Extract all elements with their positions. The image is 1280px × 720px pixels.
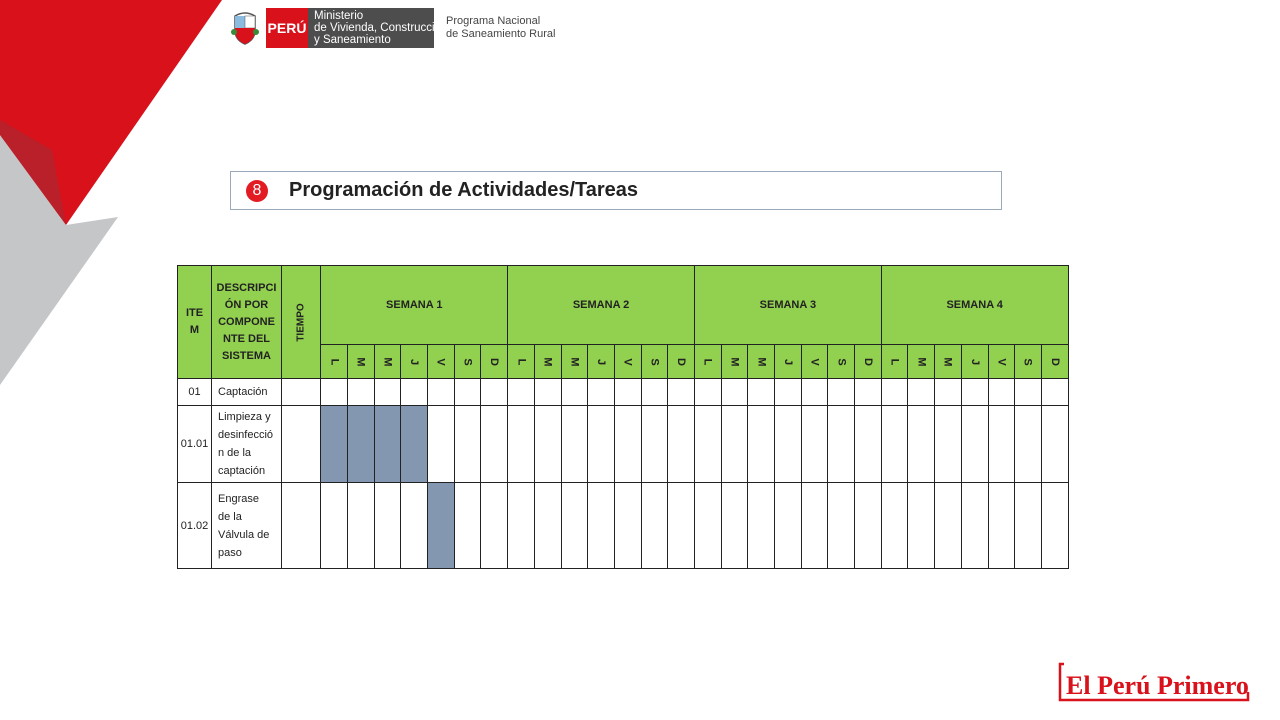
day-header: L: [881, 345, 908, 379]
schedule-cell: [988, 406, 1015, 483]
day-header: M: [748, 345, 775, 379]
schedule-cell: [321, 406, 348, 483]
week-2-header: SEMANA 2: [508, 266, 695, 345]
day-header: V: [428, 345, 455, 379]
item-code: 01: [178, 379, 212, 406]
schedule-cell: [668, 406, 695, 483]
activity-description: Captación: [212, 379, 282, 406]
week-4-header: SEMANA 4: [881, 266, 1068, 345]
day-header: J: [961, 345, 988, 379]
schedule-cell: [881, 379, 908, 406]
schedule-cell: [428, 406, 455, 483]
schedule-cell: [961, 483, 988, 569]
schedule-cell: [935, 483, 962, 569]
day-header: J: [775, 345, 802, 379]
time-cell: [282, 379, 321, 406]
day-header: S: [1015, 345, 1042, 379]
program-name: Programa Nacional de Saneamiento Rural: [446, 15, 556, 40]
schedule-cell: [508, 379, 535, 406]
schedule-cell: [428, 483, 455, 569]
schedule-cell: [321, 483, 348, 569]
schedule-cell: [374, 406, 401, 483]
schedule-cell: [401, 483, 428, 569]
section-title-bar: [230, 171, 1002, 210]
schedule-cell: [561, 483, 588, 569]
schedule-cell: [641, 379, 668, 406]
schedule-cell: [508, 483, 535, 569]
schedule-cell: [935, 406, 962, 483]
time-cell: [282, 483, 321, 569]
day-header: V: [614, 345, 641, 379]
schedule-cell: [454, 483, 481, 569]
schedule-cell: [961, 406, 988, 483]
schedule-cell: [428, 379, 455, 406]
schedule-cell: [988, 483, 1015, 569]
day-header: L: [694, 345, 721, 379]
coat-of-arms-icon: [230, 10, 260, 46]
schedule-cell: [481, 379, 508, 406]
schedule-cell: [668, 379, 695, 406]
ministry-name: Ministerio de Vivienda, Construcción y Saneamiento: [308, 8, 434, 48]
schedule-cell: [588, 379, 615, 406]
schedule-cell: [668, 483, 695, 569]
schedule-cell: [855, 379, 882, 406]
schedule-cell: [908, 379, 935, 406]
time-cell: [282, 406, 321, 483]
week-3-header: SEMANA 3: [694, 266, 881, 345]
schedule-cell: [614, 483, 641, 569]
day-header: M: [374, 345, 401, 379]
footer-logo-text: El Perú Primero: [1066, 671, 1249, 700]
schedule-cell: [828, 483, 855, 569]
item-code: 01.01: [178, 406, 212, 483]
schedule-cell: [828, 406, 855, 483]
schedule-cell: [694, 483, 721, 569]
day-header: L: [321, 345, 348, 379]
day-header: M: [561, 345, 588, 379]
schedule-cell: [694, 379, 721, 406]
header-logos: [230, 8, 555, 48]
day-header: J: [588, 345, 615, 379]
schedule-cell: [534, 483, 561, 569]
schedule-cell: [801, 406, 828, 483]
day-header: D: [855, 345, 882, 379]
day-header: J: [401, 345, 428, 379]
schedule-cell: [748, 406, 775, 483]
schedule-cell: [534, 406, 561, 483]
section-title: Programación de Actividades/Tareas: [289, 179, 639, 201]
schedule-cell: [454, 379, 481, 406]
item-code: 01.02: [178, 483, 212, 569]
schedule-cell: [588, 406, 615, 483]
time-header: TIEMPO: [282, 266, 321, 379]
schedule-cell: [748, 483, 775, 569]
item-header: ITE M: [178, 266, 212, 379]
schedule-cell: [721, 406, 748, 483]
schedule-cell: [348, 483, 375, 569]
schedule-cell: [641, 483, 668, 569]
schedule-cell: [881, 406, 908, 483]
table-row: [178, 406, 1069, 483]
schedule-cell: [1015, 379, 1042, 406]
schedule-cell: [988, 379, 1015, 406]
activity-description: Engrase de la Válvula de paso: [212, 483, 282, 569]
schedule-cell: [588, 483, 615, 569]
schedule-cell: [748, 379, 775, 406]
schedule-cell: [454, 406, 481, 483]
day-header: S: [828, 345, 855, 379]
schedule-cell: [961, 379, 988, 406]
schedule-cell: [855, 406, 882, 483]
schedule-cell: [855, 483, 882, 569]
schedule-cell: [508, 406, 535, 483]
schedule-cell: [1041, 379, 1068, 406]
schedule-cell: [321, 379, 348, 406]
week-1-header: SEMANA 1: [321, 266, 508, 345]
day-header: M: [908, 345, 935, 379]
schedule-cell: [828, 379, 855, 406]
schedule-cell: [614, 406, 641, 483]
schedule-cell: [561, 379, 588, 406]
schedule-cell: [374, 379, 401, 406]
activity-description: Limpieza y desinfecció n de la captación: [212, 406, 282, 483]
day-header: D: [1041, 345, 1068, 379]
el-peru-primero-logo: [1058, 662, 1250, 702]
schedule-cell: [401, 379, 428, 406]
schedule-cell: [775, 483, 802, 569]
schedule-cell: [534, 379, 561, 406]
day-header: M: [534, 345, 561, 379]
schedule-cell: [481, 406, 508, 483]
schedule-cell: [775, 406, 802, 483]
day-header: V: [988, 345, 1015, 379]
section-number-badge: 8: [246, 180, 268, 202]
schedule-cell: [481, 483, 508, 569]
schedule-cell: [908, 406, 935, 483]
day-header: M: [721, 345, 748, 379]
schedule-cell: [935, 379, 962, 406]
schedule-cell: [694, 406, 721, 483]
activity-schedule-table: [177, 265, 1069, 569]
schedule-cell: [908, 483, 935, 569]
schedule-cell: [775, 379, 802, 406]
schedule-cell: [721, 379, 748, 406]
schedule-cell: [1015, 406, 1042, 483]
schedule-cell: [801, 483, 828, 569]
day-header: D: [481, 345, 508, 379]
schedule-cell: [801, 379, 828, 406]
day-header: D: [668, 345, 695, 379]
day-header: S: [454, 345, 481, 379]
day-header: M: [348, 345, 375, 379]
schedule-cell: [348, 406, 375, 483]
schedule-cell: [614, 379, 641, 406]
schedule-cell: [1015, 483, 1042, 569]
peru-logo: PERÚ: [266, 8, 308, 48]
day-header: V: [801, 345, 828, 379]
schedule-cell: [348, 379, 375, 406]
table-row: [178, 483, 1069, 569]
schedule-cell: [1041, 406, 1068, 483]
day-header: S: [641, 345, 668, 379]
schedule-cell: [561, 406, 588, 483]
schedule-cell: [641, 406, 668, 483]
schedule-cell: [1041, 483, 1068, 569]
schedule-cell: [401, 406, 428, 483]
schedule-cell: [721, 483, 748, 569]
schedule-cell: [881, 483, 908, 569]
schedule-cell: [374, 483, 401, 569]
day-header: M: [935, 345, 962, 379]
description-header: DESCRIPCI ÓN POR COMPONE NTE DEL SISTEMA: [212, 266, 282, 379]
day-header: L: [508, 345, 535, 379]
table-row: [178, 379, 1069, 406]
